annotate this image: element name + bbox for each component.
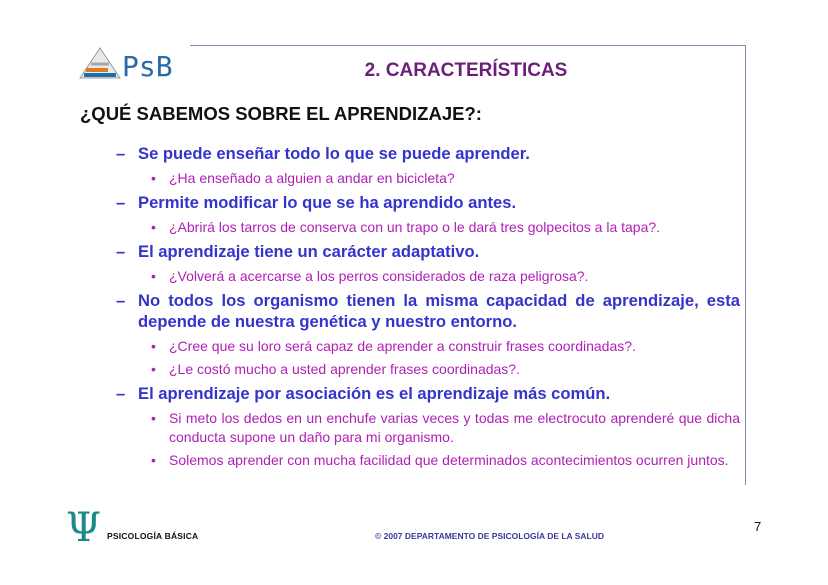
page-number: 7 — [754, 519, 762, 534]
sub-point-2-1-text: ¿Abrirá los tarros de conserva con un trapo o le dará tres golpecitos a la tapa?. — [169, 219, 661, 235]
bullet-dot: • — [151, 338, 156, 354]
psb-logo — [78, 40, 188, 82]
footer-copyright: © 2007 DEPARTAMENTO DE PSICOLOGÍA DE LA SALUD — [375, 531, 605, 541]
sub-point-1-1-text: ¿Ha enseñado a alguien a andar en bicicleta? — [169, 170, 455, 186]
sub-point-4-2-text: ¿Le costó mucho a usted aprender frases coordinadas?. — [169, 361, 520, 377]
point-1 — [116, 143, 740, 164]
bullet-dot: • — [151, 268, 156, 284]
bullet-dot: • — [151, 170, 156, 186]
point-4-text: No todos los organismo tienen la misma capacidad de aprendizaje, esta depende de nuestra genética y nuestro entorno. — [138, 291, 740, 331]
point-1-text: Se puede enseñar todo lo que se puede aprender. — [138, 144, 530, 163]
slide-title: 2. CARACTERÍSTICAS — [364, 60, 568, 81]
dash-marker: – — [116, 193, 126, 212]
sub-point-3-1-text: ¿Volverá a acercarse a los perros considerados de raza peligrosa?. — [169, 268, 589, 284]
point-4 — [116, 290, 740, 332]
bullet-dot: • — [151, 452, 156, 468]
psb-logo-graphic — [78, 40, 188, 82]
header-rule — [190, 45, 746, 46]
sub-point-5-2-text: Solemos aprender con mucha facilidad que determinados acontecimientos ocurren juntos. — [169, 452, 729, 468]
footer-course-name: PSICOLOGÍA BÁSICA — [107, 531, 199, 541]
logo-text: PsB — [122, 50, 173, 82]
dash-marker: – — [116, 291, 126, 310]
sub-point-2-1 — [116, 218, 740, 237]
dash-marker: – — [116, 144, 126, 163]
point-5 — [116, 383, 740, 404]
dash-marker: – — [116, 242, 126, 261]
sub-point-5-2 — [116, 451, 740, 470]
sub-point-1-1 — [116, 169, 740, 188]
point-3 — [116, 241, 740, 262]
sub-point-5-1 — [116, 409, 740, 447]
point-2-text: Permite modificar lo que se ha aprendido antes. — [138, 193, 517, 212]
right-rule — [745, 45, 746, 485]
sub-point-4-1 — [116, 337, 740, 356]
point-5-text: El aprendizaje por asociación es el aprendizaje más común. — [138, 384, 611, 403]
sub-point-5-1-text: Si meto los dedos en un enchufe varias veces y todas me electrocuto aprenderé que dicha conducta supone un daño para mi organismo. — [169, 410, 740, 445]
point-2 — [116, 192, 740, 213]
bullet-dot: • — [151, 410, 156, 426]
psi-logo-icon: Ψ — [66, 505, 102, 551]
bullet-dot: • — [151, 219, 156, 235]
sub-point-3-1 — [116, 267, 740, 286]
point-3-text: El aprendizaje tiene un carácter adaptativo. — [138, 242, 480, 261]
bullet-dot: • — [151, 361, 156, 377]
sub-point-4-1-text: ¿Cree que su loro será capaz de aprender a construir frases coordinadas?. — [169, 338, 636, 354]
bullet-list — [116, 143, 740, 474]
section-heading: ¿QUÉ SABEMOS SOBRE EL APRENDIZAJE?: — [80, 103, 482, 124]
sub-point-4-2 — [116, 360, 740, 379]
dash-marker: – — [116, 384, 126, 403]
